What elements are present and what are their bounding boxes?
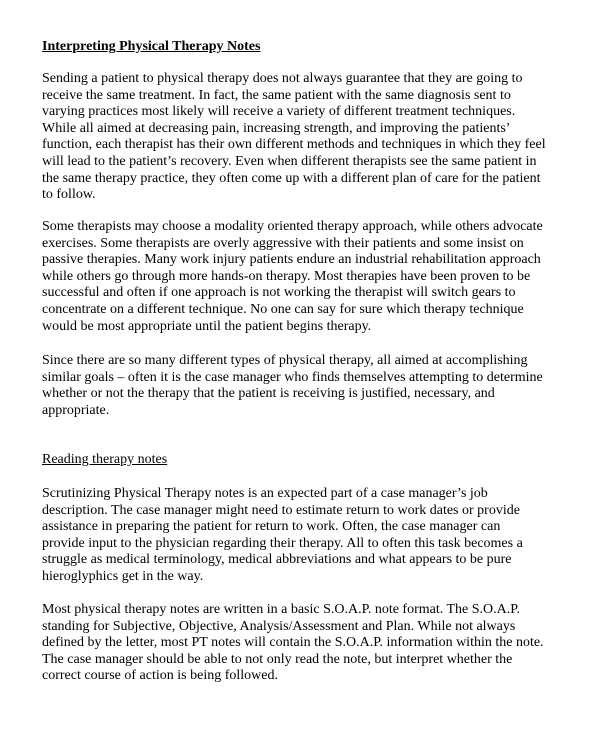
text-line: The case manager should be able to not only read the note, but interpret whether the: [42, 651, 513, 667]
text-line: exercises. Some therapists are overly aggressive with their patients and some insist on: [42, 235, 524, 251]
text-line: passive therapies. Many work injury patients endure an industrial rehabilitation approach: [42, 252, 541, 268]
text-line: Some therapists may choose a modality oriented therapy approach, while others advocate: [42, 219, 543, 234]
text-line: similar goals – often it is the case manager who finds themselves attempting to determine: [42, 369, 543, 385]
text-line: successful and often if one approach is not working the therapist will switch gears to: [42, 285, 516, 301]
text-line: varying practices most likely will receive a variety of different treatment techniques.: [42, 104, 516, 120]
text-line: Scrutinizing Physical Therapy notes is an expected part of a case manager’s job: [42, 486, 488, 501]
text-line: assistance in preparing the patient for return to work. Often, the case manager can: [42, 519, 501, 535]
text-line: Most physical therapy notes are written in a basic S.O.A.P. note format. The S.O.A.P.: [42, 602, 521, 617]
text-line: concentrate on a different technique. No one can say for sure which therapy technique: [42, 301, 524, 317]
document-title: Interpreting Physical Therapy Notes: [42, 39, 261, 54]
text-line: will lead to the patient’s recovery. Even when different therapists see the same patient in: [42, 153, 537, 169]
text-line: appropriate.: [42, 402, 110, 418]
text-line: function, each therapist has their own different methods and techniques in which they feel: [42, 137, 546, 153]
text-line: While all aimed at decreasing pain, increasing strength, and improving the patients’: [42, 120, 511, 136]
text-line: hieroglyphics get in the way.: [42, 568, 204, 584]
paragraph-soap-format: [42, 602, 544, 685]
paragraph-intro: [42, 71, 546, 204]
text-line: provide input to the physician regarding their therapy. All to often this task becomes a: [42, 535, 523, 551]
section-title: Reading therapy notes: [42, 452, 168, 467]
text-line: standing for Subjective, Objective, Analysis/Assessment and Plan. While not always: [42, 618, 516, 634]
text-line: description. The case manager might need to estimate return to work dates or provide: [42, 502, 520, 518]
text-line: Since there are so many different types of physical therapy, all aimed at accomplishing: [42, 353, 528, 368]
text-line: correct course of action is being followed.: [42, 668, 278, 684]
paragraph-case-manager: [42, 353, 543, 419]
text-line: the same therapy practice, they often come up with a different plan of care for the patient: [42, 170, 541, 186]
text-line: to follow.: [42, 187, 96, 203]
text-line: whether or not the therapy that the patient is receiving is justified, necessary, and: [42, 386, 495, 402]
text-line: struggle as medical terminology, medical abbreviations and what appears to be pure: [42, 552, 512, 568]
text-line: receive the same treatment. In fact, the same patient with the same diagnosis sent to: [42, 87, 511, 103]
text-line: defined by the letter, most PT notes will contain the S.O.A.P. information within the note.: [42, 635, 544, 651]
paragraph-scrutinizing: [42, 486, 523, 586]
text-line: Sending a patient to physical therapy does not always guarantee that they are going to: [42, 71, 523, 86]
text-line: would be most appropriate until the patient begins therapy.: [42, 318, 372, 334]
paragraph-approaches: [42, 219, 543, 335]
text-line: while others go through more hands-on therapy. Most therapies have been proven to be: [42, 268, 531, 284]
